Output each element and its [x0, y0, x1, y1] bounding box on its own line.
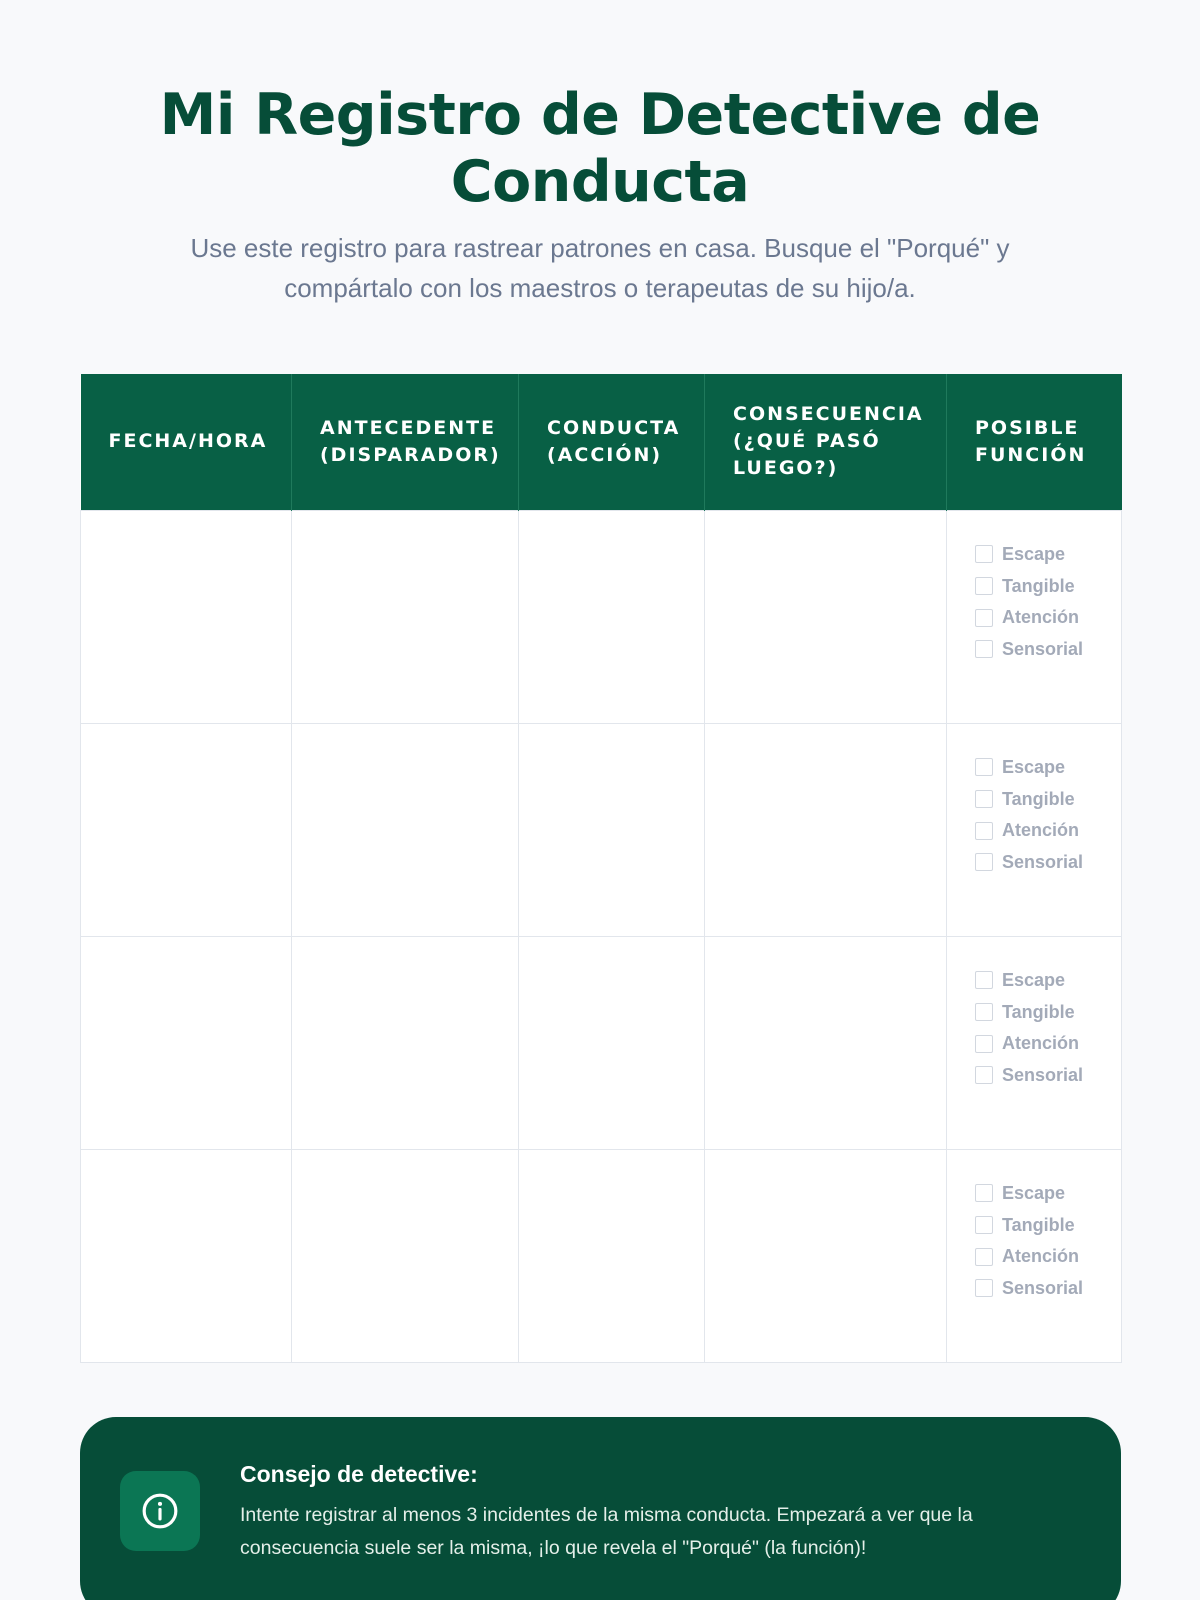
- function-option-label: Atención: [1002, 1033, 1080, 1054]
- function-option-atencion[interactable]: [975, 1028, 1121, 1060]
- date-time-cell[interactable]: [81, 723, 292, 936]
- date-time-cell[interactable]: [81, 510, 292, 723]
- function-option-label: Escape: [1002, 1182, 1066, 1203]
- function-option-label: Escape: [1002, 756, 1066, 777]
- function-option-label: Sensorial: [1002, 1064, 1084, 1085]
- function-option-sensorial[interactable]: [975, 1060, 1121, 1092]
- detective-tip-card: [80, 1417, 1121, 1600]
- behavior-cell[interactable]: [519, 510, 705, 723]
- column-header-behavior: CONDUCTA (ACCIÓN): [519, 374, 705, 510]
- table-row: [81, 510, 1122, 723]
- function-option-label: Tangible: [1002, 1001, 1075, 1022]
- page-subtitle: Use este registro para rastrear patrones en casa. Busque el "Porqué" y compártalo con los maestros o terapeutas de su hijo/a.: [190, 233, 1010, 303]
- function-cell: [947, 723, 1122, 936]
- tip-text: Intente registrar al menos 3 incidentes de la misma conducta. Empezará a ver que la consecuencia suele ser la misma, ¡lo que revela el "Porqué" (la función)!: [240, 1504, 973, 1559]
- function-option-atencion[interactable]: [975, 602, 1121, 634]
- date-time-cell[interactable]: [81, 1149, 292, 1362]
- date-time-cell[interactable]: [81, 936, 292, 1149]
- consequence-cell[interactable]: [705, 1149, 947, 1362]
- function-checkbox[interactable]: [975, 545, 993, 563]
- antecedent-cell[interactable]: [292, 936, 519, 1149]
- table-body: [81, 510, 1122, 1362]
- antecedent-cell[interactable]: [292, 510, 519, 723]
- function-option-label: Sensorial: [1002, 638, 1084, 659]
- function-option-label: Atención: [1002, 1246, 1080, 1267]
- table-row: [81, 1149, 1122, 1362]
- function-option-label: Sensorial: [1002, 851, 1084, 872]
- function-checkbox[interactable]: [975, 1066, 993, 1084]
- table-header-row: [81, 374, 1122, 510]
- function-checkbox[interactable]: [975, 640, 993, 658]
- function-option-atencion[interactable]: [975, 815, 1121, 847]
- tip-icon-container: [120, 1471, 200, 1551]
- function-option-label: Atención: [1002, 820, 1080, 841]
- function-option-label: Atención: [1002, 607, 1080, 628]
- behavior-log-table: [80, 374, 1122, 1363]
- behavior-cell[interactable]: [519, 723, 705, 936]
- function-option-label: Tangible: [1002, 1214, 1075, 1235]
- page-title: Mi Registro de Detective de Conducta: [159, 82, 1041, 215]
- table-row: [81, 936, 1122, 1149]
- table-row: [81, 723, 1122, 936]
- function-option-label: Escape: [1002, 969, 1066, 990]
- function-checkbox[interactable]: [975, 853, 993, 871]
- function-option-tangible[interactable]: [975, 570, 1121, 602]
- tip-title: Consejo de detective:: [240, 1461, 478, 1487]
- antecedent-cell[interactable]: [292, 723, 519, 936]
- function-option-sensorial[interactable]: [975, 634, 1121, 666]
- function-option-sensorial[interactable]: [975, 847, 1121, 879]
- column-header-consequence: CONSECUENCIA (¿QUÉ PASÓ LUEGO?): [705, 374, 947, 510]
- function-checkbox[interactable]: [975, 790, 993, 808]
- function-option-escape[interactable]: [975, 1178, 1121, 1210]
- behavior-cell[interactable]: [519, 936, 705, 1149]
- function-option-tangible[interactable]: [975, 1209, 1121, 1241]
- function-cell: [947, 1149, 1122, 1362]
- function-checkbox[interactable]: [975, 822, 993, 840]
- function-cell: [947, 936, 1122, 1149]
- function-option-sensorial[interactable]: [975, 1273, 1121, 1305]
- function-checkbox[interactable]: [975, 1248, 993, 1266]
- function-option-atencion[interactable]: [975, 1241, 1121, 1273]
- function-checkbox[interactable]: [975, 1216, 993, 1234]
- function-option-label: Tangible: [1002, 575, 1075, 596]
- function-checkbox[interactable]: [975, 1279, 993, 1297]
- consequence-cell[interactable]: [705, 510, 947, 723]
- column-header-function: POSIBLE FUNCIÓN: [947, 374, 1122, 510]
- function-checkbox[interactable]: [975, 1184, 993, 1202]
- function-checkbox[interactable]: [975, 1003, 993, 1021]
- info-icon: [141, 1492, 179, 1530]
- column-header-antecedent: ANTECEDENTE (DISPARADOR): [292, 374, 519, 510]
- consequence-cell[interactable]: [705, 936, 947, 1149]
- function-checkbox[interactable]: [975, 609, 993, 627]
- function-cell: [947, 510, 1122, 723]
- column-header-date-time: FECHA/HORA: [81, 374, 292, 510]
- function-option-escape[interactable]: [975, 965, 1121, 997]
- function-option-label: Sensorial: [1002, 1277, 1084, 1298]
- function-option-label: Tangible: [1002, 788, 1075, 809]
- function-option-tangible[interactable]: [975, 783, 1121, 815]
- function-option-label: Escape: [1002, 543, 1066, 564]
- function-checkbox[interactable]: [975, 971, 993, 989]
- function-checkbox[interactable]: [975, 577, 993, 595]
- antecedent-cell[interactable]: [292, 1149, 519, 1362]
- behavior-cell[interactable]: [519, 1149, 705, 1362]
- function-option-escape[interactable]: [975, 539, 1121, 571]
- function-checkbox[interactable]: [975, 758, 993, 776]
- function-option-tangible[interactable]: [975, 996, 1121, 1028]
- function-option-escape[interactable]: [975, 752, 1121, 784]
- function-checkbox[interactable]: [975, 1035, 993, 1053]
- consequence-cell[interactable]: [705, 723, 947, 936]
